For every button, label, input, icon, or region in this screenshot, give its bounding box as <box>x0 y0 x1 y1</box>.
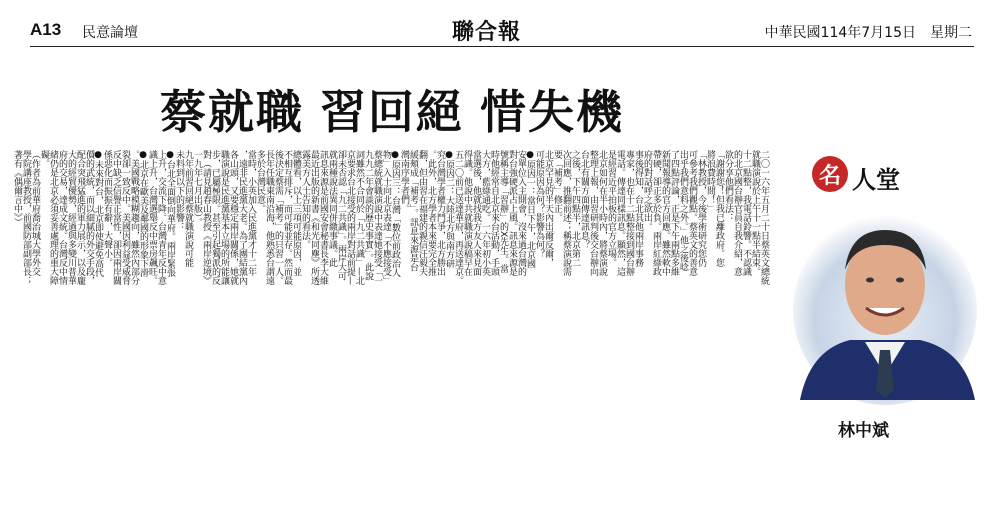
text-column: 專家，也在十二點整接到國台辦 <box>624 150 634 276</box>
text-column: 大的經貿優勢，經過與多變川普華 <box>66 150 76 285</box>
masthead-logo: 聯合報 <box>452 19 522 45</box>
text-column: 將浪費時間！」 <box>705 150 715 213</box>
text-column: ●台北全面倒向華府。兩岸緊張 <box>165 150 175 277</box>
portrait-image <box>790 200 980 400</box>
text-column: 蔡總統就職演說中表達她接受「一 <box>372 150 382 285</box>
section-name: 民意論壇 <box>82 25 138 41</box>
text-column: 職演說是民進黨基本立場的所能讓 <box>219 150 229 285</box>
text-column: 識上升，台灣選舉反中票房飆旺。 <box>147 150 157 285</box>
text-column: 五二〇前已送達華府，再送達京。 <box>453 150 463 285</box>
text-column: ●原因二：大陸北方與南方研 <box>444 150 454 268</box>
text-column: 對（請見趙春山教授《兩岸逆境》 <box>201 150 211 285</box>
header-rule <box>30 46 974 47</box>
text-column: 二〇一六年五月二十日蔡英文總統 <box>759 150 769 285</box>
text-column: 九九二年會談的歷史事實」。此說 <box>363 150 373 281</box>
text-column: 配合突飛猛進的軍力展示，以及龐 <box>75 150 85 285</box>
text-column: ，遠非民進黨大老。為了團結黨內 <box>237 150 247 285</box>
text-column: ●原因三：台灣「數位前政治人 <box>390 150 400 277</box>
text-column: 當選後，他就找我方友人來見面 <box>471 150 481 276</box>
text-column: 北京如何在半小時內，將蔡演說 <box>597 150 607 276</box>
text-column: 著有《偶爾言中》） <box>12 150 22 227</box>
title-part-3: 惜失機 <box>480 85 624 139</box>
text-column: 時他經常自北京來台活動，手頭 <box>489 150 499 276</box>
text-column: 價的武統，而以細膩的外交手段， <box>84 150 94 285</box>
text-column: 就兩種說法異同併繳事議。此 <box>327 150 337 267</box>
text-column: 電話。傳達同樣訊息。顯然，這 <box>615 150 625 276</box>
text-column: 礙。 <box>39 150 49 168</box>
column-label: 人堂 <box>852 166 900 194</box>
article-body <box>13 150 768 500</box>
text-column: 。此外，北方學者本來要完全推 <box>426 150 436 276</box>
text-column: 可能原因為何？影響為何？ <box>534 150 544 258</box>
text-column: 了四點評論，正是下午兩點多維 <box>669 150 679 276</box>
text-column: 出乎我們意料之外。」他之後唸 <box>678 150 688 272</box>
text-column: 北京罕見的半天內出爾反爾， <box>543 150 553 267</box>
text-column: 露美方人士告知的看法。 <box>300 150 310 249</box>
text-column: 緒仍是北京必須妥善處理的重大障 <box>48 150 58 285</box>
text-column: 係惡化而振振有辭，大聲小。 <box>102 150 112 267</box>
text-column: 多於台灣民意。 <box>255 150 265 213</box>
text-column: 十二點整，我電話鈴響。不認識 <box>741 150 751 276</box>
text-column: 號稱主導「習辦」的X先生。當 <box>498 150 508 274</box>
text-column: 次回應，推翻前述；稱蔡演說需 <box>561 150 571 276</box>
text-column: 未料到以下的影響： <box>174 150 184 231</box>
text-column: ●北京在歐美及鄰國的形象下滑 <box>138 150 148 277</box>
text-column: 可參考我們觀點。蔡英文的善意 <box>687 150 697 276</box>
text-column: 京要求台北接受的兩岸對話前提— <box>345 150 355 285</box>
text-column: 。美國戰略模糊趨向，雖然內部分 <box>129 150 139 285</box>
text-column: 當時，小英加入民進黨才十二年 <box>246 150 256 276</box>
text-column: 帶硬，卻正多於負。兩岸紅綠政 <box>651 150 661 276</box>
title-part-2: 習回絕 <box>320 85 464 139</box>
text-column: 訊息來源是前國安會秘書長李大維 <box>318 150 328 285</box>
text-column: （作者為前華府喬治城大學外交 <box>30 150 40 276</box>
text-column: 一九年七月出版）。 <box>192 150 202 227</box>
text-column: 九年前習回絕蔡就職演說可能 <box>183 150 193 267</box>
text-column: 要「補考」修正。 <box>552 150 562 222</box>
text-column: 反中缺乏信譽正當性，卻因兩岸關 <box>111 150 121 285</box>
text-column: 台北有關方面傳達訊息？ <box>579 150 589 249</box>
text-column: 裂卻一致反中。美國因利益受威脅 <box>120 150 130 285</box>
text-column: 新聞報導的官方回應。雖然軟中 <box>660 150 670 276</box>
text-column: 安單位入主開會，沒來過台灣的 <box>516 150 526 276</box>
author-name-caption: 林中斌 <box>838 421 889 441</box>
text-column: 大方，藍綠通吃。一六年初小英 <box>480 150 490 276</box>
text-column: 翻，但由習在福建的親信汪毅夫 <box>417 150 427 276</box>
text-column: 對台強硬派占上風。訊息來源是 <box>507 150 517 276</box>
issue-date: 中華民國114年7月15日 星期二 <box>764 25 972 41</box>
text-column: 步，已屬極限。甚至引起獨派的反 <box>210 150 220 285</box>
page-header <box>0 0 1000 44</box>
text-column: 得識。他說中共就職演說稿早在 <box>462 150 472 276</box>
text-column: 究台灣學者權力鬥爭，北方勝出 <box>435 150 445 276</box>
text-column: 「林教授，今後學術研究您仍 <box>696 150 706 267</box>
text-column: 府的對話呼之欲出。 <box>642 150 652 231</box>
text-column: 府的交易，達成文統。台灣反中情 <box>57 150 67 285</box>
text-column: 各山頭，又要穩定兩岸關係，她就 <box>228 150 238 285</box>
text-column: 是經習近平拍板的官方立場。 <box>606 150 616 267</box>
text-column: 就職演說於上午十一點半結束。 <box>750 150 760 276</box>
author-portrait <box>790 200 980 400</box>
text-column: 後決定蔡需「補考」的只習一人。 <box>273 150 283 285</box>
text-column: 整理上報，由習研判後交台辦向 <box>588 150 598 276</box>
text-column: 「謝謝您！但我已離政府。您 <box>714 150 724 267</box>
text-column: 的北京國台辦官員自我介紹，意 <box>732 150 742 276</box>
text-column: 學院講座教授，前國防部副部長； <box>21 150 31 285</box>
page-number: A13 <box>30 20 62 39</box>
title-part-1: 蔡就職 <box>160 85 304 139</box>
text-column: 詞雖然不合同於「九二共識」—北 <box>354 150 364 285</box>
text-column: 之後，下午四點半，北京第二 <box>570 150 580 267</box>
text-column: 事後得知，台北其他兩岸事務 <box>633 150 643 267</box>
text-column: ●原因一：當日下午，北京國 <box>525 150 535 268</box>
text-column: 卻未否認「九二共識」。兩岸大可 <box>336 150 346 281</box>
article-title <box>160 76 640 142</box>
text-column: 最近出版的新書《和光同塵》所透 <box>309 150 319 285</box>
text-column: 物」入士向北京表達「不應接受」 <box>381 150 391 285</box>
text-column: 總體看，以上三項可能原因，並 <box>291 150 301 276</box>
text-column: 長年任職東南沿海，他熟悉台謂遠 <box>264 150 274 285</box>
text-column: 灣南序學者們。 <box>399 150 409 213</box>
text-column: 欲分享他們看法： <box>723 150 733 222</box>
text-column: 上升，交流下降。台灣青年反中意 <box>156 150 166 285</box>
text-column: 緩頰成「補考」。訊息來源是台 <box>408 150 418 272</box>
text-column: ●未來對台，北京即使避免高代 <box>93 150 103 277</box>
hall-of-fame-badge: 名 <box>812 156 848 192</box>
text-column: 不相互排斥，而可能並存。然而最 <box>282 150 292 285</box>
